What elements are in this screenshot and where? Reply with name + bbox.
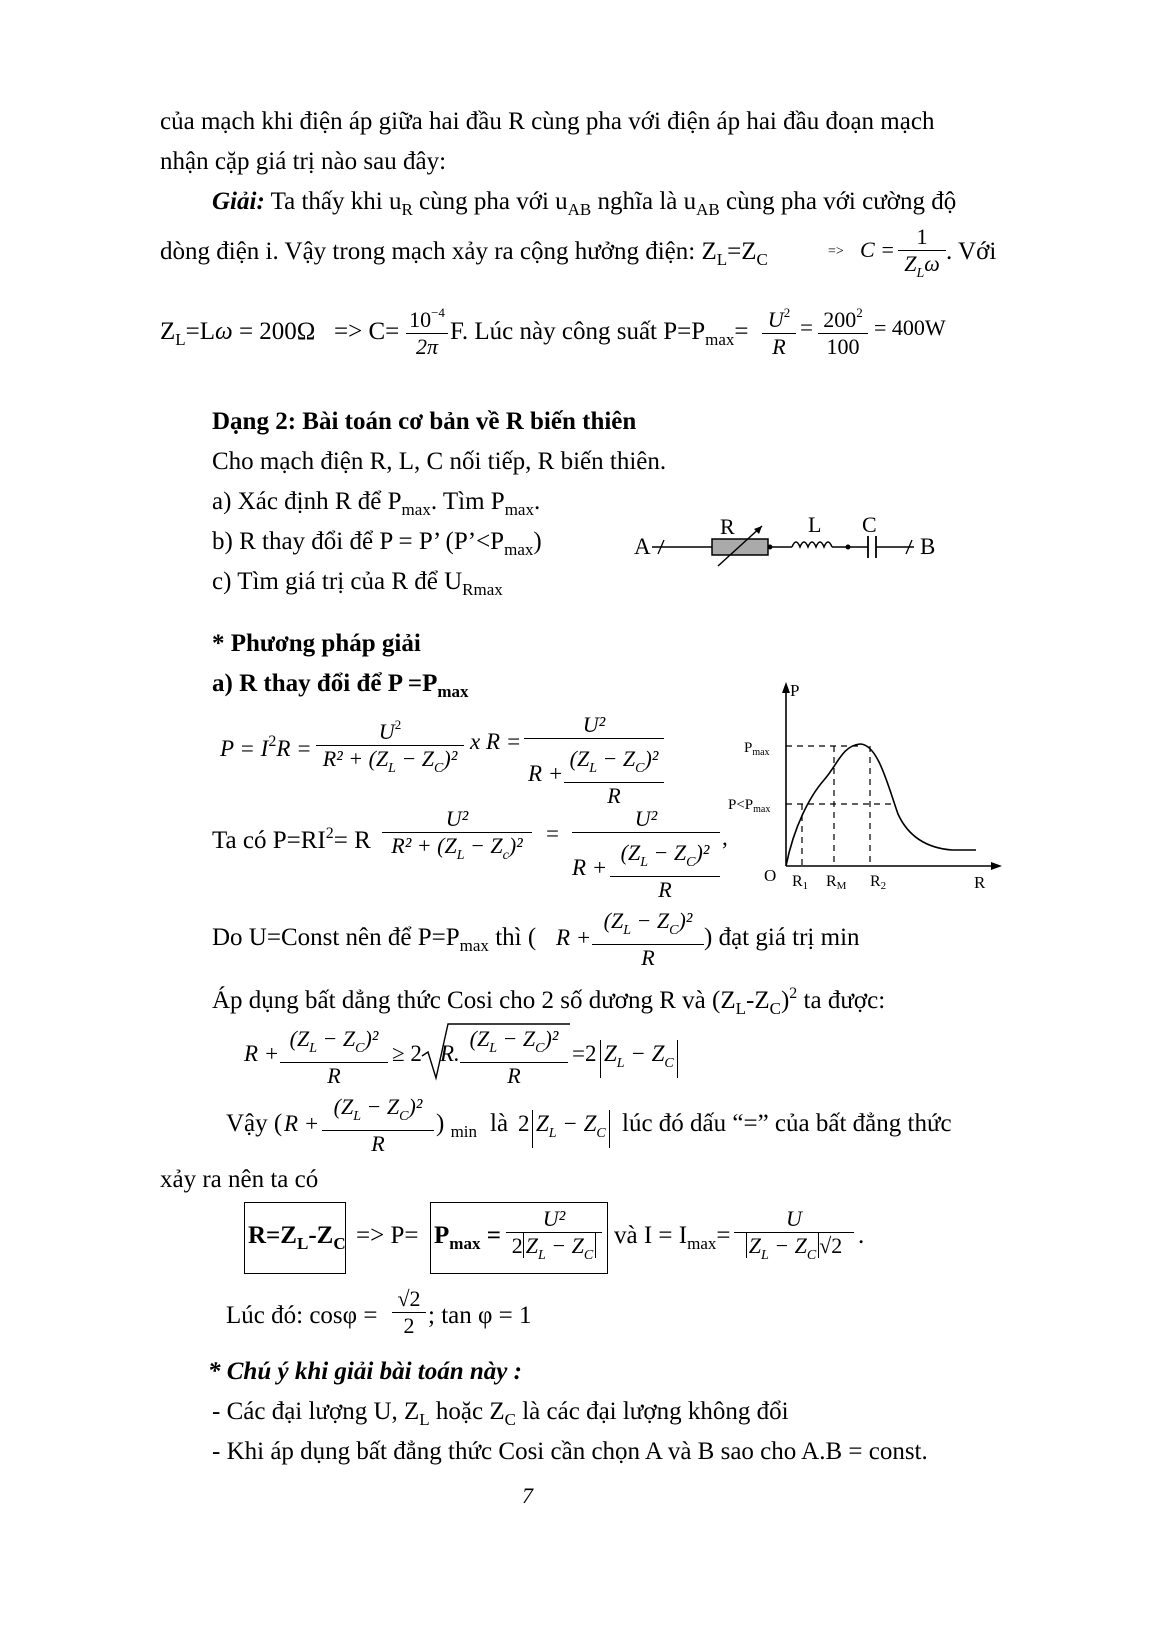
do-r: R +	[556, 925, 592, 950]
vay-fraction: $(Z_L - Z_C)^2$ R	[322, 1094, 434, 1157]
note-item-1: - Các đại lượng U, $Z_L$ hoặc $Z_C$ là các đại lượng không đổi	[212, 1398, 789, 1429]
vay-close: ) $_{min}$	[436, 1110, 478, 1141]
apdung-line: Áp dụng bất dẳng thức Cosi cho 2 số dương R và $(Z_L-Z_C)^2$ ta được:	[212, 985, 886, 1018]
note-title: * Chú ý khi giải bài toán này :	[208, 1358, 522, 1385]
do-line: Do U=Const nên để $P=P_{max}$ thì (	[212, 924, 537, 955]
eq1-fraction: $U^2$ $R^2 + (Z_L - Z_C)^2$	[316, 712, 464, 782]
eq-sign: =	[800, 315, 813, 340]
circuit-label-c: C	[862, 512, 877, 537]
ineq-sqrt-r: R.	[440, 1041, 460, 1066]
resonance-arrow: =>	[828, 244, 844, 259]
power-vs-r-graph	[720, 676, 1020, 896]
power-curve	[786, 744, 976, 866]
eq1-times: x R =	[470, 729, 522, 754]
giai-line: Giải: Ta thấy khi $u_R$ cùng pha với $u_{AB}$ nghĩa là $u_{AB}$ cùng pha với cường độ	[212, 188, 957, 219]
dang2-item-c: c) Tìm giá trị của R để $U_{Rmax}$	[212, 568, 503, 599]
dang2-line1: Cho mạch điện R, L, C nối tiếp, R biến thiên.	[212, 448, 667, 475]
graph-r1: R1	[792, 873, 809, 892]
power-text: F. Lúc này công suất $P=P_{max}=$	[450, 318, 749, 349]
dang2-title: Dạng 2: Bài toán cơ bản về R biến thiên	[212, 408, 637, 435]
c-value-fraction: $10^{-4}$ 2π	[406, 300, 448, 360]
lucdo-line: Lúc đó: cosφ =	[226, 1302, 378, 1329]
taco-inner-fraction: $(Z_L - Z_C)^2$ R	[610, 840, 720, 903]
imax-text: và $I = I_{max}=$	[614, 1222, 731, 1253]
circuit-label-a: A	[634, 534, 651, 559]
ineq-ge: ≥ 2	[392, 1041, 422, 1066]
taco-eq2: =	[546, 821, 559, 846]
imax-fraction: U $Z_L - Z_C$ √2	[734, 1206, 854, 1269]
vay-line: Vậy (	[226, 1110, 283, 1137]
taco-comma: ,	[722, 825, 728, 850]
giai-label: Giải:	[212, 188, 265, 215]
c-fraction: 1 $Z_L\omega$	[898, 224, 946, 287]
intro-line-1: của mạch khi điện áp giữa hai đầu R cùng pha với điện áp hai đầu đoạn mạch	[160, 108, 935, 135]
circuit-label-r: R	[720, 514, 735, 539]
taco-den-r: R +	[572, 855, 608, 880]
box1-text: $R=Z_L-Z_C$	[248, 1222, 346, 1253]
numeric-fraction: $200^2$ 100	[818, 300, 868, 360]
vay-two: 2	[518, 1111, 530, 1136]
box2-p: $P_{max}$ =	[434, 1222, 501, 1253]
resonance-line: dòng điện i. Vậy trong mạch xảy ra cộng hưởng điện: $Z_L=Z_C$	[160, 238, 768, 269]
page-number: 7	[522, 1483, 533, 1508]
pmax-fraction: U² 2 $Z_L - Z_C$	[506, 1206, 602, 1269]
ineq-fraction: $(Z_L - Z_C)^2$ R	[280, 1026, 388, 1089]
graph-p-less: $P<P_{max}$	[728, 797, 771, 815]
vay-la: là	[490, 1110, 509, 1137]
circuit-label-l: L	[808, 512, 822, 537]
u2-over-r-fraction: $U^2$ R	[762, 300, 796, 360]
eq1-lhs: $P = I^2R$ =	[220, 733, 312, 761]
eq1-fraction-2: U²	[524, 712, 664, 739]
graph-origin: O	[764, 866, 777, 885]
inductor-symbol	[792, 542, 832, 547]
graph-axis-r: R	[974, 873, 986, 892]
tan-text: ; tan φ = 1	[428, 1302, 532, 1329]
rlc-circuit-diagram	[630, 510, 950, 580]
ineq-abs: $Z_L - Z_C$	[600, 1040, 678, 1078]
ineq-r: R +	[244, 1041, 280, 1066]
cos-fraction: √2 2	[392, 1286, 426, 1339]
vay-r: R +	[284, 1111, 320, 1136]
circuit-label-b: B	[920, 534, 936, 559]
dang2-item-b: b) R thay đổi để P = P’ $(P’<P_{max})$	[212, 528, 542, 559]
graph-pmax: $P_{max}$	[744, 740, 770, 758]
power-result: = 400W	[874, 315, 946, 340]
eq1-den-r: R +	[528, 761, 564, 786]
c-eq-label: C =	[860, 237, 896, 262]
dang2-item-a: a) Xác định R để $P_{max}$. Tìm $P_{max}$.	[212, 488, 541, 519]
do-fraction: $(Z_L - Z_C)^2$ R	[592, 908, 704, 971]
taco-fraction: U² $R^2 + (Z_L - Z_c)^2$	[382, 806, 532, 869]
c-arrow-text: => C=	[334, 318, 400, 345]
arrow-p: => P=	[356, 1222, 419, 1249]
vay-abs: $Z_L - Z_C$	[532, 1110, 610, 1148]
imax-dot: .	[858, 1222, 865, 1249]
xay-line: xảy ra nên ta có	[160, 1166, 319, 1193]
do-end: ) đạt giá trị min	[704, 924, 860, 951]
note-item-2: - Khi áp dụng bất đẳng thức Cosi cần chọn A và B sao cho A.B = const.	[212, 1438, 928, 1465]
p-axis-arrow	[782, 682, 790, 693]
intro-line-2: nhận cặp giá trị nào sau đây:	[160, 148, 447, 175]
voi-text: . Với	[946, 238, 997, 265]
ineq-sqrt-fraction: $(Z_L - Z_C)^2$ R	[460, 1026, 568, 1089]
method-title: * Phương pháp giải	[212, 630, 421, 657]
vay-tail: lúc đó dấu “=” của bất đẳng thức	[622, 1110, 952, 1137]
ineq-eq: =2	[572, 1041, 597, 1066]
graph-r2: R2	[870, 873, 887, 892]
graph-axis-p: P	[790, 681, 800, 700]
r-axis-arrow	[991, 862, 1002, 870]
graph-rm: RM	[826, 873, 847, 892]
zl-line: $Z_L=L\omega = 200\Omega$	[160, 318, 316, 349]
method-sub-a: a) R thay đổi để $P =P_{max}$	[212, 670, 469, 701]
eq1-inner-fraction: $(Z_L - Z_C)^2$ R	[564, 746, 664, 809]
taco-line: Ta có $P=RI^2= R$	[212, 825, 371, 854]
taco-fraction-2: U²	[572, 806, 720, 833]
